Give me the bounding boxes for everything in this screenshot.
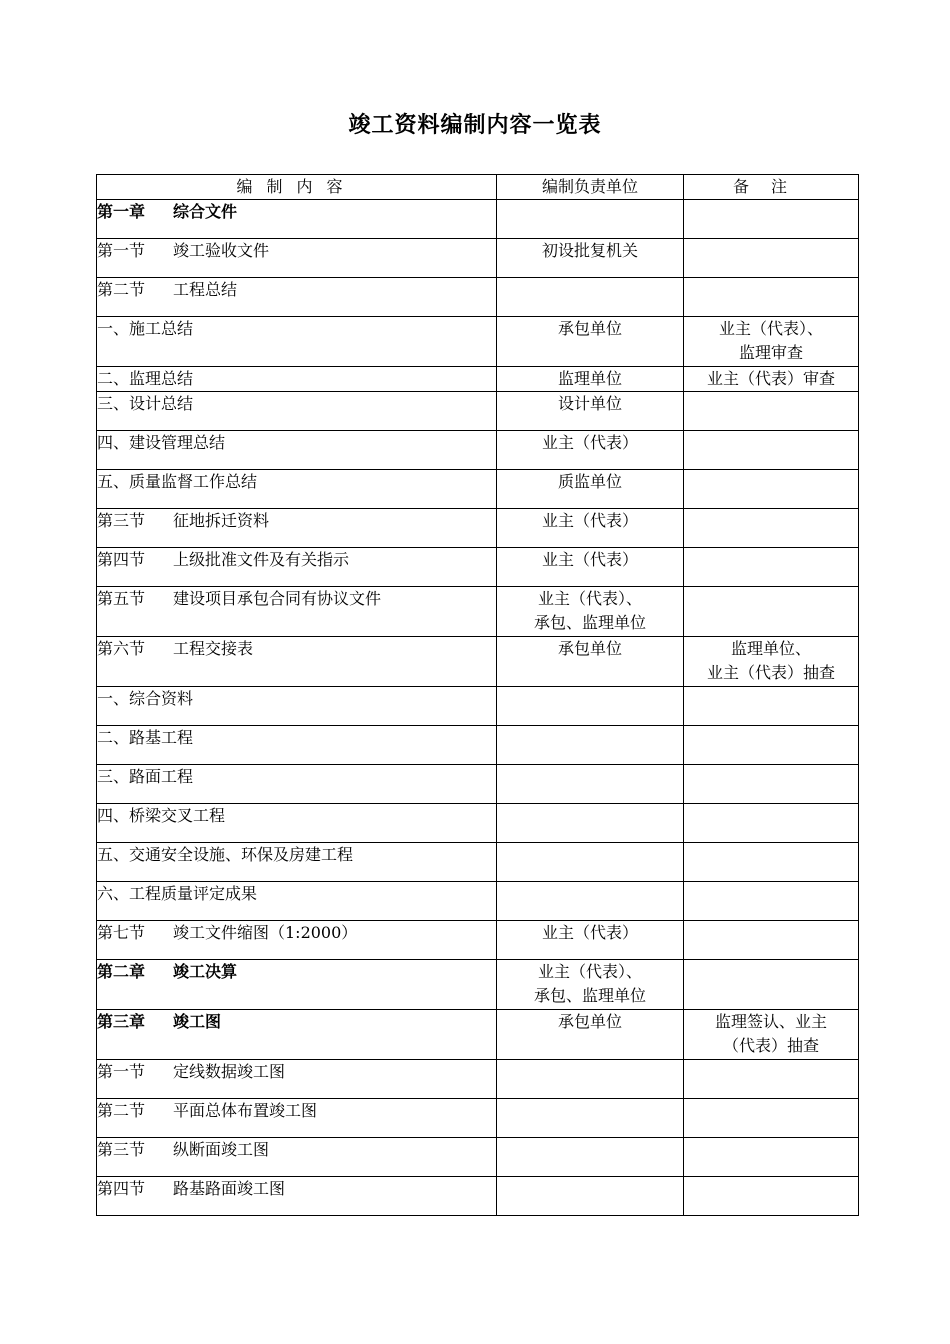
table-row: 第一节 定线数据竣工图 xyxy=(97,1060,859,1099)
table-row: 四、建设管理总结 业主（代表） xyxy=(97,431,859,470)
table-row: 第三节 征地拆迁资料 业主（代表） xyxy=(97,509,859,548)
table-row: 第四节 路基路面竣工图 xyxy=(97,1177,859,1216)
table-row: 四、桥梁交叉工程 xyxy=(97,804,859,843)
table-row: 第二节 平面总体布置竣工图 xyxy=(97,1099,859,1138)
table-row: 三、设计总结 设计单位 xyxy=(97,392,859,431)
table-row: 第四节 上级批准文件及有关指示 业主（代表） xyxy=(97,548,859,587)
page-title: 竣工资料编制内容一览表 xyxy=(348,112,602,138)
table-row: 第六节 工程交接表 承包单位 监理单位、 业主（代表）抽查 xyxy=(97,637,859,687)
table-row: 第七节 竣工文件缩图（1:2000） 业主（代表） xyxy=(97,921,859,960)
table-row: 第三章 竣工图 承包单位 监理签认、业主 （代表）抽查 xyxy=(97,1010,859,1060)
table-row: 第一节 竣工验收文件 初设批复机关 xyxy=(97,239,859,278)
contents-table xyxy=(96,174,859,1216)
table-row: 第二章 竣工决算 业主（代表）、 承包、监理单位 xyxy=(97,960,859,1010)
table-row: 第五节 建设项目承包合同有协议文件 业主（代表）、 承包、监理单位 xyxy=(97,587,859,637)
table-row: 二、路基工程 xyxy=(97,726,859,765)
table-row: 一、综合资料 xyxy=(97,687,859,726)
header-content: 编制内容 xyxy=(97,175,497,200)
table-row: 六、工程质量评定成果 xyxy=(97,882,859,921)
header-unit: 编制负责单位 xyxy=(497,175,684,200)
table-row: 一、施工总结 承包单位 业主（代表）、 监理审查 xyxy=(97,317,859,367)
table-row: 五、质量监督工作总结 质监单位 xyxy=(97,470,859,509)
table-row: 三、路面工程 xyxy=(97,765,859,804)
table-row: 第三节 纵断面竣工图 xyxy=(97,1138,859,1177)
table-header-row xyxy=(97,175,859,200)
table-row: 二、监理总结 监理单位 业主（代表）审查 xyxy=(97,367,859,392)
header-note: 备注 xyxy=(684,175,859,200)
table-row: 第二节 工程总结 xyxy=(97,278,859,317)
table-row: 五、交通安全设施、环保及房建工程 xyxy=(97,843,859,882)
table-row: 第一章 综合文件 xyxy=(97,200,859,239)
